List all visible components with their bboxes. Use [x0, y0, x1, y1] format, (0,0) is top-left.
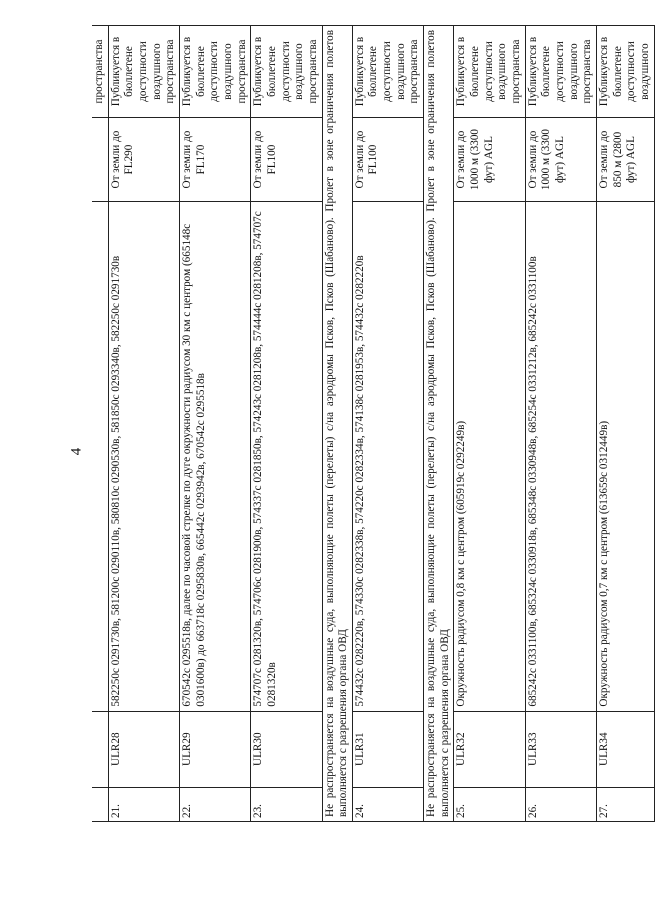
- blank-cell: [92, 202, 108, 711]
- row-number: 27.: [596, 787, 654, 821]
- zone-note: Публикуется в бюллетене доступности воздушного пространства: [108, 26, 179, 118]
- zone-code: ULR28: [108, 711, 179, 787]
- rotated-table-canvas: [92, 25, 651, 822]
- row-number: 24.: [352, 787, 423, 821]
- zone-note: Публикуется в бюллетене доступности воздушного пространства: [352, 26, 423, 118]
- zone-note: Публикуется в бюллетене доступности воздушного пространства: [454, 26, 525, 118]
- zone-altitude: От земли до 1000 м (3300 фут) AGL: [454, 118, 525, 202]
- row-number: 25.: [454, 787, 525, 821]
- zone-altitude: От земли до FL290: [108, 118, 179, 202]
- blank-cell: [92, 118, 108, 202]
- row-number: 21.: [108, 787, 179, 821]
- zone-altitude: От земли до FL100: [251, 118, 322, 202]
- row-number: 26.: [525, 787, 596, 821]
- zone-code: ULR32: [454, 711, 525, 787]
- note-cell: пространства: [92, 26, 108, 118]
- zone-altitude: От земли до FL170: [179, 118, 250, 202]
- zone-note: Публикуется в бюллетене доступности воздушного пространства: [525, 26, 596, 118]
- zone-coordinates: Окружность радиусом 0,8 км с центром (605919с 0292249в): [454, 202, 525, 711]
- zone-coordinates: 670542с 0295518в, далее по часовой стрелке по дуге окружности радиусом 30 км с центром (665148с 0301600в) до 663718с 0295830в, 665442с 0293942в, 670542с 0295518в: [179, 202, 250, 711]
- zone-note: Публикуется в бюллетене доступности воздушного: [596, 26, 654, 118]
- restricted-zones-table: [92, 25, 655, 822]
- table-row-continuation: [92, 26, 108, 822]
- table-row: [525, 26, 596, 822]
- table-note-row: [322, 26, 352, 822]
- table-row: [108, 26, 179, 822]
- zone-coordinates: Окружность радиусом 0,7 км с центром (613659с 0312449в): [596, 202, 654, 711]
- zone-altitude: От земли до 1000 м (3300 фут) AGL: [525, 118, 596, 202]
- zone-altitude: От земли до 850 м (2800 фут) AGL: [596, 118, 654, 202]
- table-row: [596, 26, 654, 822]
- blank-cell: [92, 787, 108, 821]
- zone-altitude: От земли до FL100: [352, 118, 423, 202]
- zone-coordinates: 582250с 0291730в, 581200с 0290110в, 580810с 0290530в, 581850с 0293340в, 582250с 0291730в: [108, 202, 179, 711]
- page-number: 4: [68, 447, 85, 456]
- restriction-note: Не распространяется на воздушные суда, выполняющие полеты (перелеты) с/на аэродромы Псков, Псков (Шабаново). Пролет в зоне ограничения полетов выполняется с разрешения органа ОВД: [424, 26, 454, 822]
- table-row: [179, 26, 250, 822]
- row-number: 22.: [179, 787, 250, 821]
- table-note-row: [424, 26, 454, 822]
- zone-note: Публикуется в бюллетене доступности воздушного пространства: [251, 26, 322, 118]
- zone-coordinates: 685242с 0331100в, 685324с 0330918в, 685348с 0330948в, 685254с 0331212в, 685242с 0331100в: [525, 202, 596, 711]
- zone-coordinates: 574432с 0282220в, 574330с 0282338в, 574220с 0282334в, 574138с 0281953в, 574432с 0282220в: [352, 202, 423, 711]
- table-row: [251, 26, 322, 822]
- table-row: [352, 26, 423, 822]
- restriction-note: Не распространяется на воздушные суда, выполняющие полеты (перелеты) с/на аэродромы Псков, Псков (Шабаново). Пролет в зоне ограничения полетов выполняется с разрешения органа ОВД: [322, 26, 352, 822]
- zone-code: ULR34: [596, 711, 654, 787]
- table-row: [454, 26, 525, 822]
- blank-cell: [92, 711, 108, 787]
- zone-code: ULR31: [352, 711, 423, 787]
- zone-code: ULR30: [251, 711, 322, 787]
- row-number: 23.: [251, 787, 322, 821]
- zone-code: ULR33: [525, 711, 596, 787]
- zone-note: Публикуется в бюллетене доступности воздушного пространства: [179, 26, 250, 118]
- zone-coordinates: 574707с 0281320в, 574706с 0281900в, 574337с 0281850в, 574243с 0281208в, 574444с 0281208в, 574707с 0281320в: [251, 202, 322, 711]
- zone-code: ULR29: [179, 711, 250, 787]
